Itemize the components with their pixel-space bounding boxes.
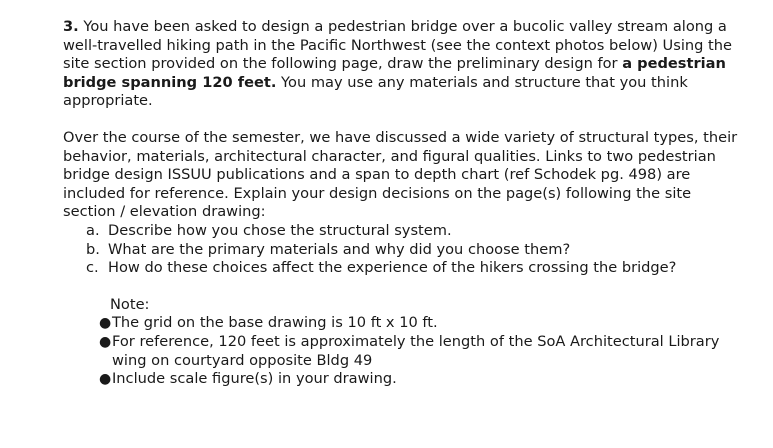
notes-list: [63, 314, 743, 388]
list-item: [63, 259, 743, 278]
note-item: [63, 314, 743, 333]
intro-text-end: You may use any materials and structure that you think appropriate.: [63, 73, 688, 110]
question-3: [63, 18, 743, 389]
lettered-list: [63, 222, 743, 278]
note-text: The grid on the base drawing is 10 ft x 10 ft.: [112, 314, 438, 332]
bullet-icon: ●: [99, 371, 112, 388]
intro-bold-span: a pedestrian bridge spanning 120 feet.: [63, 55, 726, 91]
list-marker: a.: [86, 221, 100, 239]
list-item-text: How do these choices affect the experience of the hikers crossing the bridge?: [108, 259, 677, 277]
list-item: [63, 222, 743, 241]
note-text: For reference, 120 feet is approximately the length of the SoA Architectural Library wing on courtyard opposite Bldg 49: [112, 332, 720, 369]
note-item: [63, 333, 743, 370]
note-item: [63, 370, 743, 389]
list-marker: b.: [86, 240, 100, 258]
list-item: [63, 241, 743, 260]
note-label: Note:: [110, 295, 150, 313]
list-item-text: Describe how you chose the structural system.: [108, 221, 452, 239]
bullet-icon: ●: [99, 315, 112, 332]
bullet-icon: ●: [99, 333, 112, 350]
question-intro: [63, 18, 743, 111]
intro-text-start: You have been asked to design a pedestrian bridge over a bucolic valley stream along a well-travelled hiking path in the Pacific Northwest (see the context photos below) Using the site section provided on the following page, draw the preliminary design for: [63, 18, 732, 73]
list-item-text: What are the primary materials and why did you choose them?: [108, 240, 571, 258]
question-number: 3.: [63, 18, 79, 35]
note-text: Include scale figure(s) in your drawing.: [112, 370, 397, 388]
question-body: Over the course of the semester, we have discussed a wide variety of structural types, their behavior, materials, architectural character, and figural qualities. Links to two pedestrian bridge design ISSUU publications and a span to depth chart (ref Schodek pg. 498) are included for reference. Explain your design decisions on the page(s) following the site section / elevation drawing:: [63, 128, 738, 221]
list-marker: c.: [86, 259, 99, 277]
